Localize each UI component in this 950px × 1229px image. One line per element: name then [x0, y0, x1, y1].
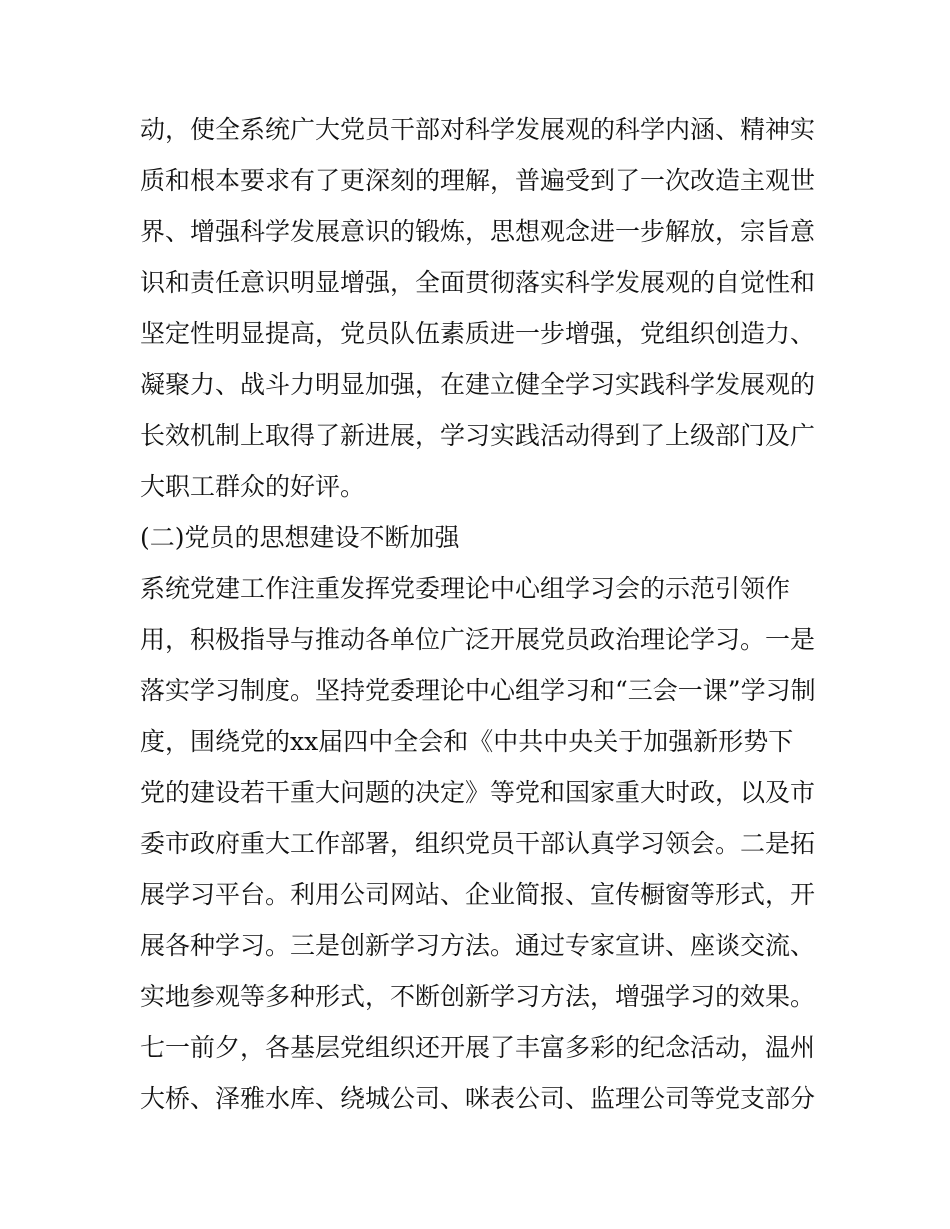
paragraph-line-11: 用，积极指导与推动各单位广泛开展党员政治理论学习。一是: [140, 625, 816, 654]
paragraph-line-4: 识和责任意识明显增强，全面贯彻落实科学发展观的自觉性和: [140, 268, 816, 297]
paragraph-line-15: 委市政府重大工作部署，组织党员干部认真学习领会。二是拓: [140, 829, 816, 858]
paragraph-line-20: 大桥、泽雅水库、绕城公司、咪表公司、监理公司等党支部分: [140, 1084, 816, 1113]
paragraph-line-3: 界、增强科学发展意识的锻炼，思想观念进一步解放，宗旨意: [140, 217, 816, 246]
paragraph-line-17: 展各种学习。三是创新学习方法。通过专家宣讲、座谈交流、: [140, 931, 816, 960]
section-heading: (二)党员的思想建设不断加强: [140, 523, 460, 552]
paragraph-line-1: 动，使全系统广大党员干部对科学发展观的科学内涵、精神实: [140, 115, 816, 144]
paragraph-line-14: 党的建设若干重大问题的决定》等党和国家重大时政，以及市: [140, 778, 816, 807]
paragraph-line-2: 质和根本要求有了更深刻的理解，普遍受到了一次改造主观世: [140, 166, 816, 195]
paragraph-line-8: 大职工群众的好评。: [140, 472, 366, 501]
paragraph-line-13: 度，围绕党的xx届四中全会和《中共中央关于加强新形势下: [140, 727, 794, 756]
paragraph-line-5: 坚定性明显提高，党员队伍素质进一步增强，党组织创造力、: [140, 319, 816, 348]
paragraph-line-6: 凝聚力、战斗力明显加强，在建立健全学习实践科学发展观的: [140, 370, 816, 399]
paragraph-line-7: 长效机制上取得了新进展，学习实践活动得到了上级部门及广: [140, 421, 816, 450]
paragraph-line-12: 落实学习制度。坚持党委理论中心组学习和“三会一课”学习制: [140, 676, 816, 705]
paragraph-line-16: 展学习平台。利用公司网站、企业简报、宣传橱窗等形式，开: [140, 880, 816, 909]
paragraph-line-18: 实地参观等多种形式，不断创新学习方法，增强学习的效果。: [140, 982, 816, 1011]
document-body: [140, 104, 820, 1124]
paragraph-line-10: 系统党建工作注重发挥党委理论中心组学习会的示范引领作: [140, 574, 791, 603]
paragraph-line-19: 七一前夕，各基层党组织还开展了丰富多彩的纪念活动，温州: [140, 1033, 816, 1062]
